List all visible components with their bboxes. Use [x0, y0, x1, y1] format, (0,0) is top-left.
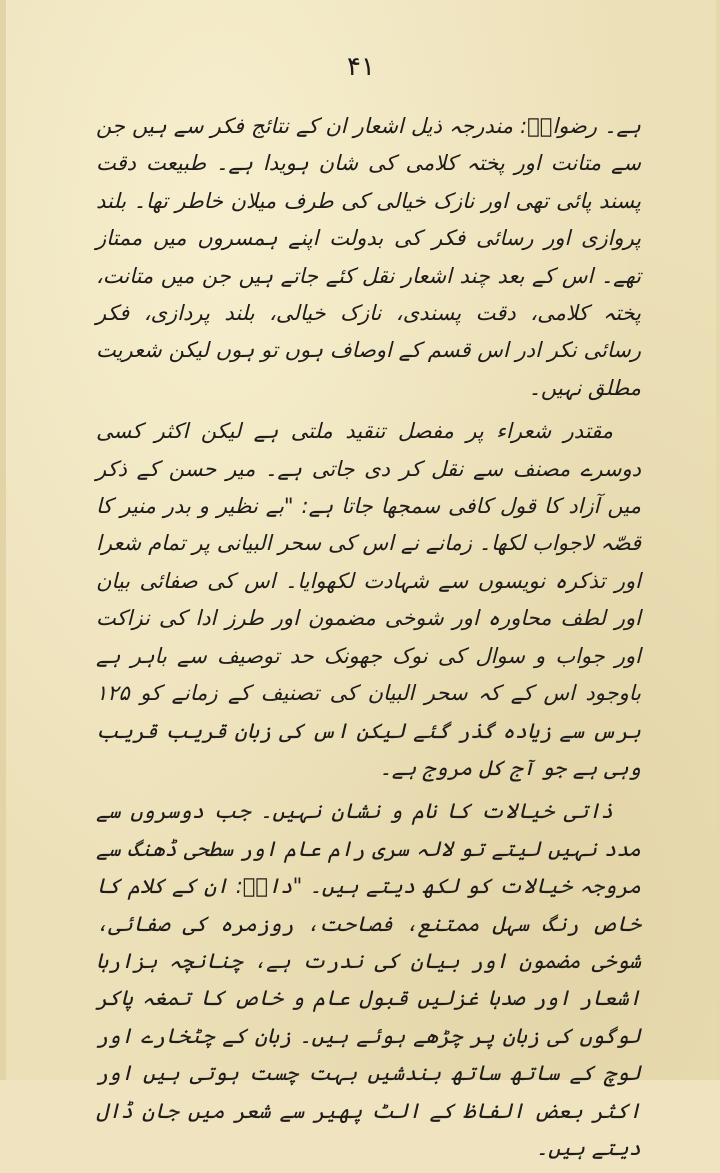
page-number: ۴۱: [347, 52, 375, 82]
body-text: [96, 108, 641, 1173]
paragraph-2: مقتدر شعراء پر مفصل تنقید ملتی ہے لیکن اکثر کسی دوسرے مصنف سے نقل کر دی جاتی ہے۔ میر حسن کے ذکر میں آزاد کا قول کافی سمجھا جاتا ہے: "بے نظیر و بدر منیر کا قصّہ لاجواب لکھا۔ زمانے نے اس کی سحر البیانی پر تمام شعرا اور تذکرہ نویسوں سے شہادت لکھوایا۔ اس کی صفائی بیان اور لطف محاورہ اور شوخی مضمون اور طرز ادا کی نزاکت اور جواب و سوال کی نوک جھونک حد توصیف سے باہر ہے باوجود اس کے کہ سحر البیان کی تصنیف کے زمانے کو ۱۲۵ برس سے زیادہ گذر گئے لیکن اس کی زبان قریب قریب وہی ہے جو آج کل مروج ہے۔: [96, 419, 641, 780]
paragraph-3: ذاتی خیالات کا نام و نشان نہیں۔ جب دوسروں سے مدد نہیں لیتے تو لالہ سری رام عام اور سطحی ڈھنگ سے مروجہ خیالات کو لکھ دیتے ہیں۔ "داغؔ: ان کے کلام کا خاص رنگ سہل ممتنع، فصاحت، روزمرہ کی صفائی، شوخی مضمون اور بیان کی ندرت ہے، چنانچہ ہزارہا اشعار اور صدہا غزلیں قبول عام و خاص کا تمغہ پاکر لوگوں کی زبان پر چڑھے ہوئے ہیں۔ زبان کے چٹخارے اور لوچ کے ساتھ ساتھ بندشیں بہت چست ہوتی ہیں اور اکثر بعض الفاظ کے الٹ پھیر سے شعر میں جان ڈال دیتے ہیں۔: [96, 799, 641, 1160]
paragraph-1: ہے۔ رضوانؔ: مندرجہ ذیل اشعار ان کے نتائج فکر سے ہیں جن سے متانت اور پختہ کلامی کی شان ہویدا ہے۔ طبیعت دقت پسند پائی تھی اور نازک خیالی کی طرف میلان خاطر تھا۔ بلند پروازی اور رسائی فکر کی بدولت اپنے ہمسروں میں ممتاز تھے۔ اس کے بعد چند اشعار نقل کئے جاتے ہیں جن میں متانت، پختہ کلامی، دقت پسندی، نازک خیالی، بلند پردازی، فکر رسائی نکر ادر اس قسم کے اوصاف ہوں تو ہوں لیکن شعریت مطلق نہیں۔: [96, 114, 641, 400]
